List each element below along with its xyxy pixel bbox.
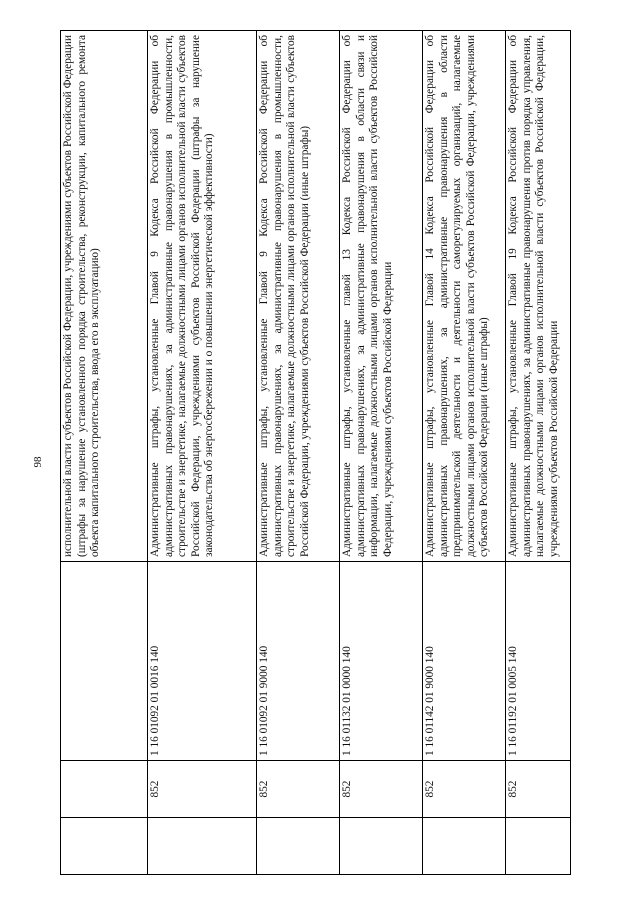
- empty-lead-cell: [423, 818, 506, 875]
- description-cell: Административные штрафы, установленные Главой 9 Кодекса Российской Федерации об административных правонарушениях, за административные правонарушения в промышленности, строительстве и энергетике, налагаемые должностными лицами органов исполнительной власти субъектов Российской Федерации, учреждениями субъектов Российской Федерации (штрафы за нарушение законодательства об энергосбережении и о повышении энергетической эффективности): [148, 31, 257, 562]
- rotated-table-wrapper: [60, 30, 580, 875]
- table-row: [423, 31, 506, 875]
- empty-lead-cell: [257, 818, 340, 875]
- description-cell: Административные штрафы, установленные Главой 9 Кодекса Российской Федерации об административных правонарушениях, за административные правонарушения в промышленности, строительстве и энергетике, налагаемые должностными лицами органов исполнительной власти субъектов Российской Федерации, учреждениями субъектов Российской Федерации (иные штрафы): [257, 31, 340, 562]
- kbk-code-cell: 1 16 01132 01 0000 140: [340, 562, 423, 761]
- empty-lead-cell: [61, 818, 148, 875]
- table-row: [148, 31, 257, 875]
- budget-code-table: [60, 30, 571, 875]
- admin-code-cell: 852: [423, 761, 506, 818]
- kbk-code-cell: 1 16 01192 01 0005 140: [506, 562, 571, 761]
- empty-lead-cell: [506, 818, 571, 875]
- description-cell: исполнительной власти субъектов Российской Федерации, учреждениями субъектов Российской Федерации (штрафы за нарушение установленного порядка строительства, реконструкции, капитального ремонта объекта капитального строительства, ввода его в эксплуатацию): [61, 31, 148, 562]
- admin-code-cell: 852: [506, 761, 571, 818]
- table-row: [257, 31, 340, 875]
- description-cell: Административные штрафы, установленные Главой 14 Кодекса Российской Федерации об административных правонарушениях, за административные правонарушения в области предпринимательской деятельности и деятельности саморегулируемых организаций, налагаемые должностными лицами органов исполнительной власти субъектов Российской Федерации, учреждениями субъектов Российской Федерации (иные штрафы): [423, 31, 506, 562]
- kbk-code-cell: [61, 562, 148, 761]
- admin-code-cell: 852: [257, 761, 340, 818]
- table-row: [61, 31, 148, 875]
- kbk-code-cell: 1 16 01092 01 0016 140: [148, 562, 257, 761]
- table-row: [340, 31, 423, 875]
- kbk-code-cell: 1 16 01092 01 9000 140: [257, 562, 340, 761]
- empty-lead-cell: [148, 818, 257, 875]
- admin-code-cell: [61, 761, 148, 818]
- admin-code-cell: 852: [148, 761, 257, 818]
- description-cell: Административные штрафы, установленные главой 13 Кодекса Российской Федерации об административных правонарушениях, за административные правонарушения в области связи и информации, налагаемые должностными лицами органов исполнительной власти субъектов Российской Федерации, учреждениями субъектов Российской Федерации: [340, 31, 423, 562]
- table-row: [506, 31, 571, 875]
- description-cell: Административные штрафы, установленные Главой 19 Кодекса Российской Федерации об административных правонарушениях, за административные правонарушения против порядка управления, налагаемые должностными лицами органов исполнительной власти субъектов Российской Федерации, учреждениями субъектов Российской Федерации: [506, 31, 571, 562]
- empty-lead-cell: [340, 818, 423, 875]
- kbk-code-cell: 1 16 01142 01 9000 140: [423, 562, 506, 761]
- admin-code-cell: 852: [340, 761, 423, 818]
- page-number: 98: [32, 456, 44, 468]
- document-page: [60, 30, 580, 875]
